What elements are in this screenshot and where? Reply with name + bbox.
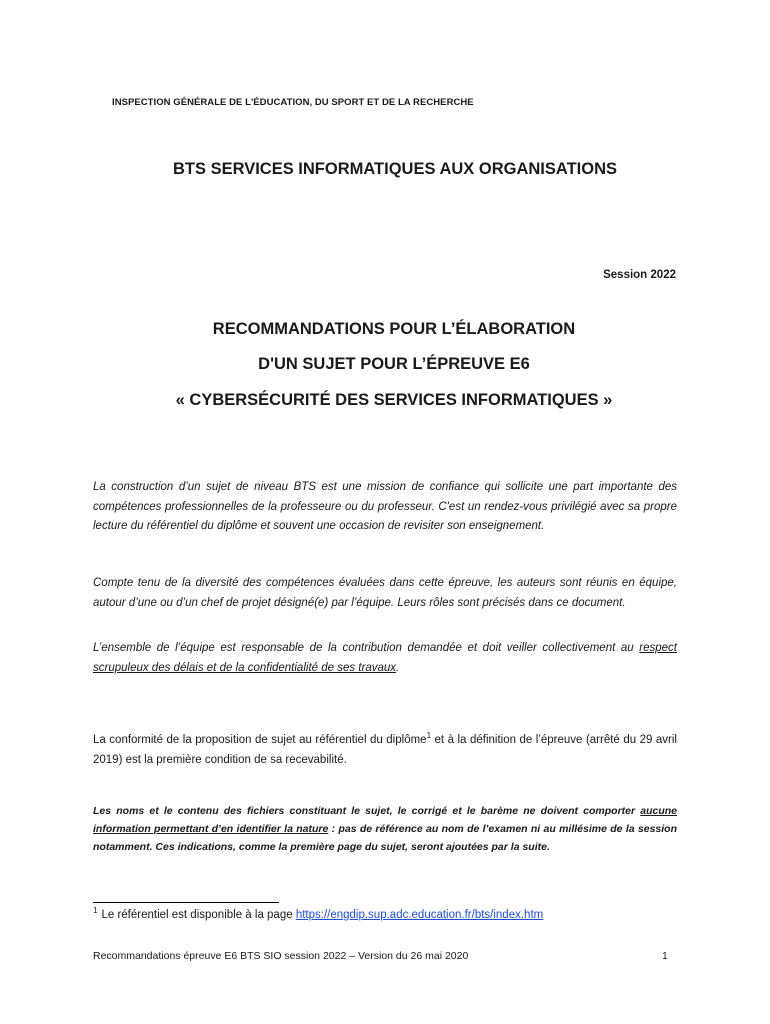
responsibility-end: . — [396, 661, 400, 674]
footer-text: Recommandations épreuve E6 BTS SIO session 2022 – Version du 26 mai 2020 — [93, 950, 469, 962]
paragraph-responsibility — [93, 639, 677, 678]
paragraph-anonymity — [93, 802, 677, 856]
document-title: BTS SERVICES INFORMATIQUES AUX ORGANISATIONS — [172, 160, 617, 178]
responsibility-text: L’ensemble de l’équipe est responsable de la contribution demandée et doit veiller collectivement au — [93, 642, 640, 654]
footnote-text: Le référentiel est disponible à la page — [101, 908, 296, 921]
footnote-reference: 1 — [426, 731, 432, 741]
paragraph-intro: La construction d’un sujet de niveau BTS est une mission de confiance qui sollicite une part importante des compétences professionnelles de la professeure ou du professeur. C'est un rendez-vous privilégié avec sa propre lecture du référentiel du diplôme et souvent une occasion de revisiter son enseignement. — [93, 481, 677, 532]
page-number: 1 — [662, 950, 668, 962]
anonymity-text-end: : pas de référence au nom de l’examen ni au millésime de la session notamment. Ces indications, comme la première page du sujet, seront ajoutées par la suite. — [93, 823, 678, 853]
main-title-line-2: D'UN SUJET POUR L’ÉPREUVE E6 — [258, 355, 530, 373]
main-title-line-3: « CYBERSÉCURITÉ DES SERVICES INFORMATIQUES » — [175, 391, 613, 409]
main-title-line-1: RECOMMANDATIONS POUR L’ÉLABORATION — [212, 320, 576, 338]
conformity-text-end: et à la définition de l’épreuve (arrêté du 29 avril 2019) est la première condition de sa recevabilité. — [93, 734, 677, 766]
anonymity-text: Les noms et le contenu des fichiers constituant le sujet, le corrigé et le barème ne doivent comporter — [93, 805, 641, 817]
footnote-number: 1 — [93, 906, 98, 915]
footnote-link[interactable]: https://engdip.sup.adc.education.fr/bts/index.htm — [295, 908, 544, 921]
footnote — [93, 906, 543, 921]
session-label: Session 2022 — [603, 269, 676, 281]
footnote-divider — [93, 902, 279, 903]
paragraph-conformity — [93, 731, 677, 770]
anonymity-emphasis: aucune information permettant d’en identifier la nature — [93, 805, 677, 835]
responsibility-emphasis: respect scrupuleux des délais et de la confidentialité de ses travaux — [93, 642, 677, 674]
paragraph-team: Compte tenu de la diversité des compétences évaluées dans cette épreuve, les auteurs sont réunis en équipe, autour d’une ou d’un chef de projet désigné(e) par l’équipe. Leurs rôles sont précisés dans ce document. — [93, 577, 677, 609]
conformity-text: La conformité de la proposition de sujet au référentiel du diplôme — [93, 734, 427, 746]
organization-header: INSPECTION GÉNÉRALE DE L'ÉDUCATION, DU SPORT ET DE LA RECHERCHE — [112, 97, 474, 108]
